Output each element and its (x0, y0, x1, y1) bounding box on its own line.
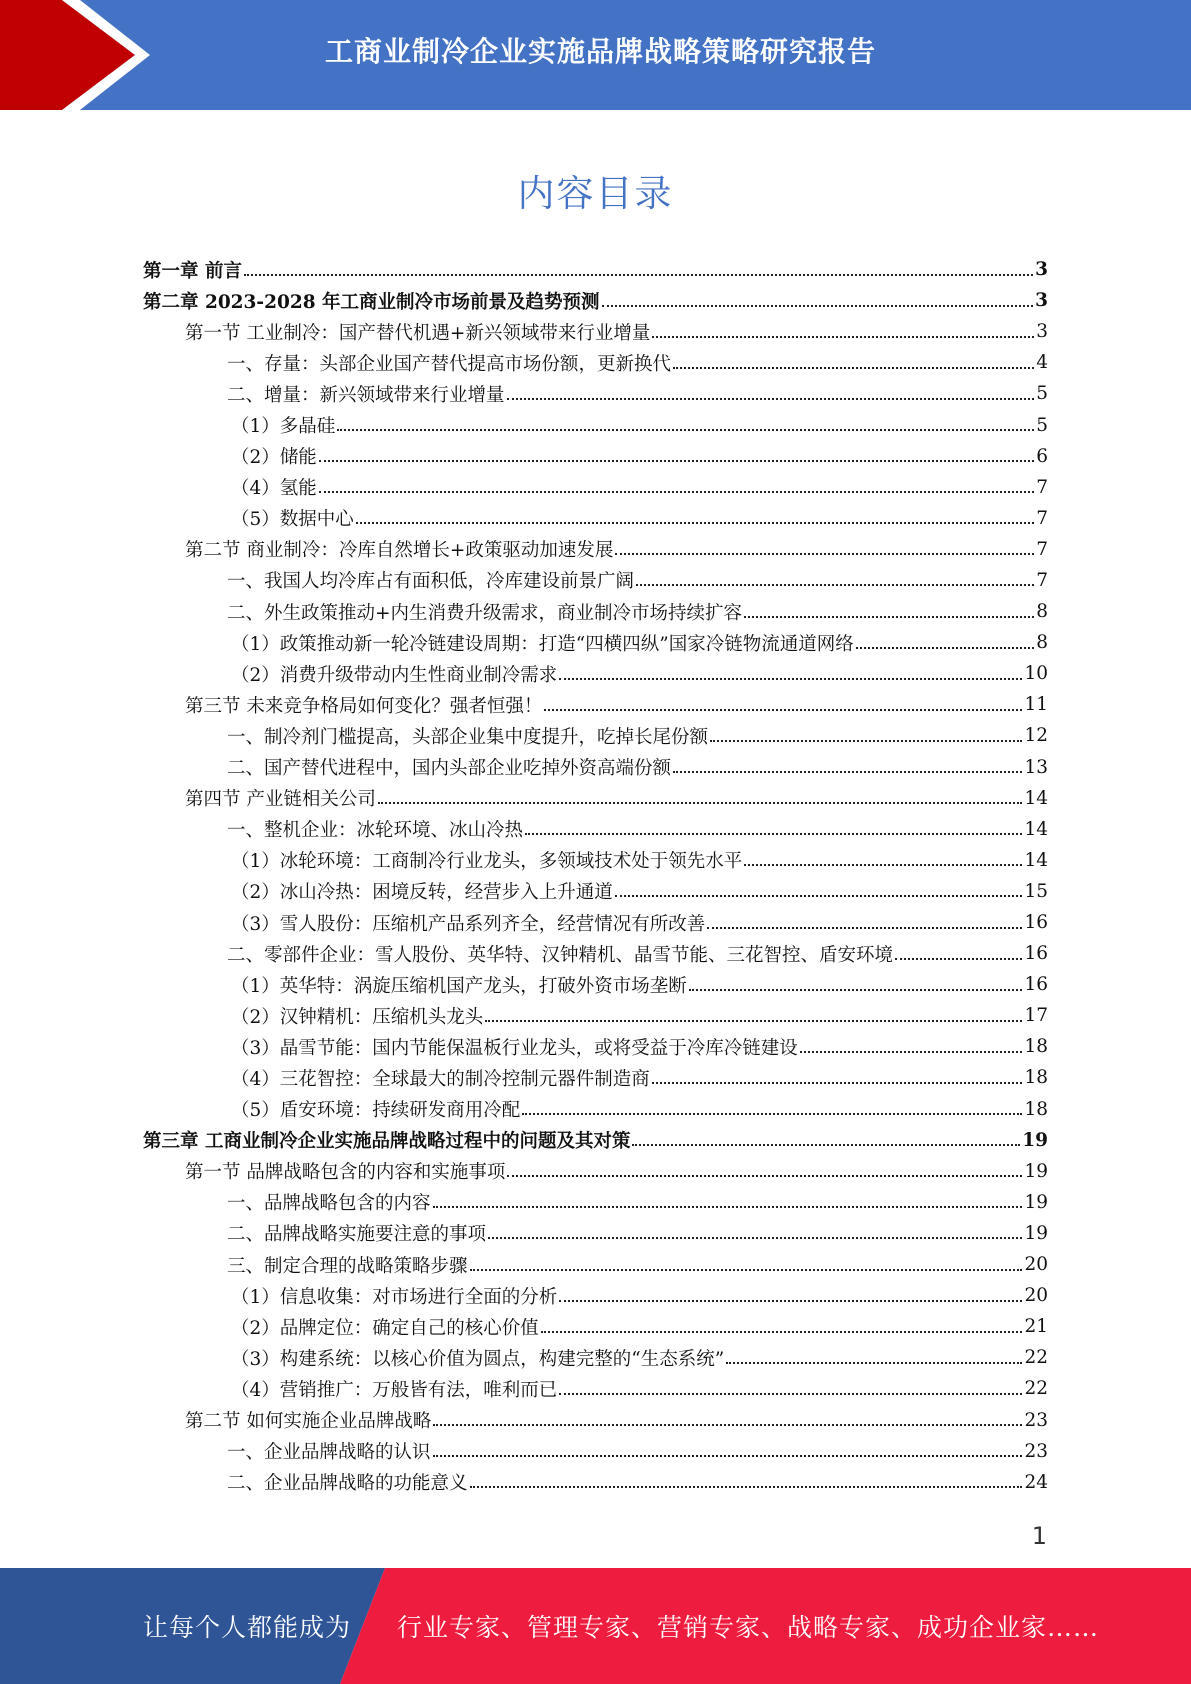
toc-entry-page: 16 (1024, 912, 1048, 934)
toc-entry[interactable] (143, 1094, 1048, 1125)
toc-entry-page: 16 (1024, 943, 1048, 965)
toc-dot-leader (710, 740, 1022, 742)
toc-entry-title: 二、增量：新兴领域带来行业增量 (227, 384, 505, 406)
toc-entry-title: 一、品牌战略包含的内容 (227, 1193, 431, 1215)
toc-dot-leader (507, 398, 1035, 400)
toc-entry-title: 二、企业品牌战略的功能意义 (227, 1473, 468, 1495)
toc-entry[interactable] (143, 596, 1048, 627)
toc-entry-title: 第二节 如何实施企业品牌战略 (185, 1411, 432, 1433)
toc-entry[interactable] (143, 720, 1048, 751)
toc-dot-leader (673, 367, 1034, 369)
toc-dot-leader (602, 305, 1034, 307)
toc-entry-title: 一、我国人均冷库占有面积低，冷库建设前景广阔 (227, 571, 635, 593)
toc-entry-title: （4）氢能 (231, 478, 317, 500)
toc-entry-title: 一、存量：头部企业国产替代提高市场份额，更新换代 (227, 353, 672, 375)
toc-entry-page: 7 (1036, 476, 1048, 498)
toc-entry[interactable] (143, 1249, 1048, 1280)
toc-entry[interactable] (143, 1404, 1048, 1435)
toc-entry-title: （4）营销推广：万般皆有法，唯利而已 (231, 1379, 558, 1401)
toc-dot-leader (559, 1300, 1022, 1302)
toc-entry-page: 18 (1024, 1098, 1048, 1120)
toc-entry-title: 一、整机企业：冰轮环境、冰山冷热 (227, 820, 524, 842)
toc-entry-page: 8 (1036, 601, 1048, 623)
toc-entry-title: 二、外生政策推动+内生消费升级需求，商业制冷市场持续扩容 (227, 602, 743, 624)
toc-entry-page: 7 (1036, 538, 1048, 560)
toc-entry-page: 14 (1024, 818, 1048, 840)
toc-dot-leader (356, 522, 1034, 524)
toc-entry-title: （5）盾安环境：持续研发商用冷配 (231, 1100, 521, 1122)
toc-dot-leader (319, 460, 1034, 462)
toc-entry-page: 12 (1024, 725, 1048, 747)
toc-dot-leader (433, 1206, 1023, 1208)
toc-entry-page: 22 (1024, 1378, 1048, 1400)
toc-dot-leader (707, 927, 1022, 929)
toc-entry-page: 14 (1024, 787, 1048, 809)
toc-dot-leader (378, 802, 1023, 804)
toc-entry[interactable] (143, 285, 1048, 316)
toc-entry-title: 一、制冷剂门槛提高，头部企业集中度提升，吃掉长尾份额 (227, 726, 709, 748)
toc-entry[interactable] (143, 1062, 1048, 1093)
toc-dot-leader (485, 1020, 1022, 1022)
toc-dot-leader (507, 1175, 1022, 1177)
toc-entry-title: 二、零部件企业：雪人股份、英华特、汉钟精机、晶雪节能、三花智控、盾安环境 (227, 944, 894, 966)
toc-entry[interactable] (143, 783, 1048, 814)
toc-entry[interactable] (143, 907, 1048, 938)
toc-dot-leader (544, 709, 1022, 711)
toc-entry[interactable] (143, 845, 1048, 876)
toc-entry-title: （2）储能 (231, 447, 317, 469)
toc-entry-page: 10 (1024, 663, 1048, 685)
toc-entry-page: 7 (1036, 507, 1048, 529)
toc-dot-leader (632, 1144, 1020, 1146)
toc-dot-leader (470, 1269, 1023, 1271)
toc-dot-leader (244, 274, 1033, 276)
toc-entry-page: 19 (1024, 1191, 1048, 1213)
toc-dot-leader (636, 584, 1034, 586)
toc-entry-page: 3 (1035, 290, 1048, 312)
toc-dot-leader (559, 1393, 1022, 1395)
toc-entry-page: 23 (1024, 1409, 1048, 1431)
toc-dot-leader (652, 1082, 1023, 1084)
toc-entry[interactable] (143, 316, 1048, 347)
toc-entry-title: 第一章 前言 (143, 260, 242, 282)
toc-dot-leader (541, 1331, 1023, 1333)
toc-dot-leader (488, 1237, 1022, 1239)
toc-entry[interactable] (143, 1156, 1048, 1187)
toc-entry-page: 3 (1036, 321, 1048, 343)
toc-entry-title: 第二章 2023-2028 年工商业制冷市场前景及趋势预测 (143, 291, 600, 313)
toc-entry-page: 20 (1024, 1285, 1048, 1307)
toc-dot-leader (559, 678, 1022, 680)
toc-entry-title: 第三节 未来竞争格局如何变化？强者恒强！ (185, 695, 543, 717)
footer-slogan-left: 让每个人都能成为 (143, 1613, 352, 1642)
toc-entry-page: 18 (1024, 1067, 1048, 1089)
toc-dot-leader (433, 1455, 1023, 1457)
toc-entry-title: （4）三花智控：全球最大的制冷控制元器件制造商 (231, 1068, 650, 1090)
toc-entry-title: （3）雪人股份：压缩机产品系列齐全，经营情况有所改善 (231, 913, 706, 935)
toc-entry-page: 21 (1024, 1316, 1048, 1338)
toc-entry-title: 二、国产替代进程中，国内头部企业吃掉外资高端份额 (227, 758, 672, 780)
toc-entry-title: （2）品牌定位：确定自己的核心价值 (231, 1317, 539, 1339)
toc-entry-page: 11 (1024, 694, 1048, 716)
toc-entry[interactable] (143, 441, 1048, 472)
toc-dot-leader (652, 336, 1034, 338)
toc-entry-title: （1）政策推动新一轮冷链建设周期：打造“四横四纵”国家冷链物流通道网络 (231, 633, 854, 655)
toc-entry-title: 第三章 工商业制冷企业实施品牌战略过程中的问题及其对策 (143, 1131, 631, 1153)
toc-dot-leader (726, 1362, 1022, 1364)
table-of-contents (143, 254, 1048, 1498)
toc-entry-title: （1）英华特：涡旋压缩机国产龙头，打破外资市场垄断 (231, 975, 687, 997)
toc-dot-leader (856, 647, 1035, 649)
toc-dot-leader (525, 833, 1022, 835)
toc-entry[interactable] (143, 1280, 1048, 1311)
toc-entry[interactable] (143, 565, 1048, 596)
toc-entry-title: 二、品牌战略实施要注意的事项 (227, 1224, 487, 1246)
toc-entry[interactable] (143, 534, 1048, 565)
toc-entry[interactable] (143, 1218, 1048, 1249)
toc-entry[interactable] (143, 1031, 1048, 1062)
toc-entry-page: 24 (1024, 1471, 1048, 1493)
toc-entry-title: 第二节 商业制冷：冷库自然增长+政策驱动加速发展 (185, 540, 614, 562)
page-header (0, 0, 1191, 110)
toc-entry[interactable] (143, 689, 1048, 720)
header-arrow-decoration (0, 0, 160, 110)
toc-entry-page: 19 (1022, 1129, 1048, 1151)
toc-entry-title: （1）冰轮环境：工商制冷行业龙头，多领域技术处于领先水平 (231, 851, 743, 873)
toc-entry-title: （2）冰山冷热：困境反转，经营步入上升通道 (231, 882, 613, 904)
toc-entry-page: 14 (1024, 849, 1048, 871)
toc-entry[interactable] (143, 814, 1048, 845)
toc-dot-leader (337, 429, 1034, 431)
toc-entry-page: 13 (1024, 756, 1048, 778)
toc-entry[interactable] (143, 1311, 1048, 1342)
toc-entry-title: 第一节 品牌战略包含的内容和实施事项 (185, 1162, 506, 1184)
toc-entry[interactable] (143, 938, 1048, 969)
toc-entry-title: 第四节 产业链相关公司 (185, 789, 376, 811)
toc-entry-page: 22 (1024, 1347, 1048, 1369)
toc-entry[interactable] (143, 1187, 1048, 1218)
toc-entry[interactable] (143, 1000, 1048, 1031)
toc-entry-title: 一、企业品牌战略的认识 (227, 1442, 431, 1464)
toc-entry-title: （2）汉钟精机：压缩机头龙头 (231, 1006, 484, 1028)
toc-entry-page: 19 (1024, 1222, 1048, 1244)
toc-dot-leader (895, 958, 1022, 960)
toc-dot-leader (319, 491, 1034, 493)
toc-entry[interactable] (143, 627, 1048, 658)
toc-entry[interactable] (143, 347, 1048, 378)
toc-entry[interactable] (143, 1373, 1048, 1404)
toc-entry-title: （1）多晶硅 (231, 416, 336, 438)
footer-slogan-right: 行业专家、管理专家、营销专家、战略专家、成功企业家…… (397, 1613, 1100, 1642)
toc-dot-leader (800, 1051, 1023, 1053)
toc-entry[interactable] (143, 1342, 1048, 1373)
toc-dot-leader (615, 553, 1034, 555)
toc-entry-page: 16 (1024, 974, 1048, 996)
toc-entry-page: 18 (1024, 1036, 1048, 1058)
toc-entry[interactable] (143, 409, 1048, 440)
toc-entry[interactable] (143, 1436, 1048, 1467)
toc-entry[interactable] (143, 1125, 1048, 1156)
toc-entry[interactable] (143, 472, 1048, 503)
toc-entry-page: 8 (1036, 632, 1048, 654)
toc-entry[interactable] (143, 658, 1048, 689)
toc-entry-page: 5 (1036, 383, 1048, 405)
toc-title: 内容目录 (517, 172, 674, 215)
page-footer (0, 1568, 1191, 1684)
toc-dot-leader (744, 616, 1034, 618)
toc-entry-page: 4 (1036, 352, 1048, 374)
toc-dot-leader (522, 1113, 1022, 1115)
toc-entry-page: 17 (1024, 1005, 1048, 1027)
toc-entry-page: 3 (1035, 259, 1048, 281)
toc-entry-page: 20 (1024, 1254, 1048, 1276)
toc-entry-title: （5）数据中心 (231, 509, 354, 531)
toc-entry[interactable] (143, 969, 1048, 1000)
toc-entry-title: （1）信息收集：对市场进行全面的分析 (231, 1286, 558, 1308)
toc-entry[interactable] (143, 876, 1048, 907)
toc-dot-leader (673, 771, 1022, 773)
toc-entry[interactable] (143, 503, 1048, 534)
toc-entry-page: 5 (1036, 414, 1048, 436)
toc-entry-page: 7 (1036, 569, 1048, 591)
toc-dot-leader (615, 895, 1023, 897)
toc-dot-leader (433, 1424, 1022, 1426)
toc-entry-title: 三、制定合理的战略策略步骤 (227, 1255, 468, 1277)
toc-entry-page: 6 (1036, 445, 1048, 467)
toc-entry-title: （3）构建系统：以核心价值为圆点，构建完整的“生态系统” (231, 1348, 725, 1370)
toc-entry[interactable] (143, 752, 1048, 783)
toc-entry-page: 15 (1024, 880, 1048, 902)
toc-entry[interactable] (143, 378, 1048, 409)
toc-dot-leader (689, 989, 1023, 991)
toc-entry[interactable] (143, 254, 1048, 285)
toc-dot-leader (744, 864, 1022, 866)
toc-entry-title: （2）消费升级带动内生性商业制冷需求 (231, 664, 558, 686)
page-number: 1 (1031, 1522, 1047, 1550)
header-title: 工商业制冷企业实施品牌战略策略研究报告 (324, 35, 876, 68)
toc-entry-title: （3）晶雪节能：国内节能保温板行业龙头，或将受益于冷库冷链建设 (231, 1037, 798, 1059)
toc-dot-leader (470, 1486, 1023, 1488)
toc-entry-title: 第一节 工业制冷：国产替代机遇+新兴领域带来行业增量 (185, 322, 651, 344)
toc-entry[interactable] (143, 1467, 1048, 1498)
toc-entry-page: 19 (1024, 1160, 1048, 1182)
toc-entry-page: 23 (1024, 1440, 1048, 1462)
